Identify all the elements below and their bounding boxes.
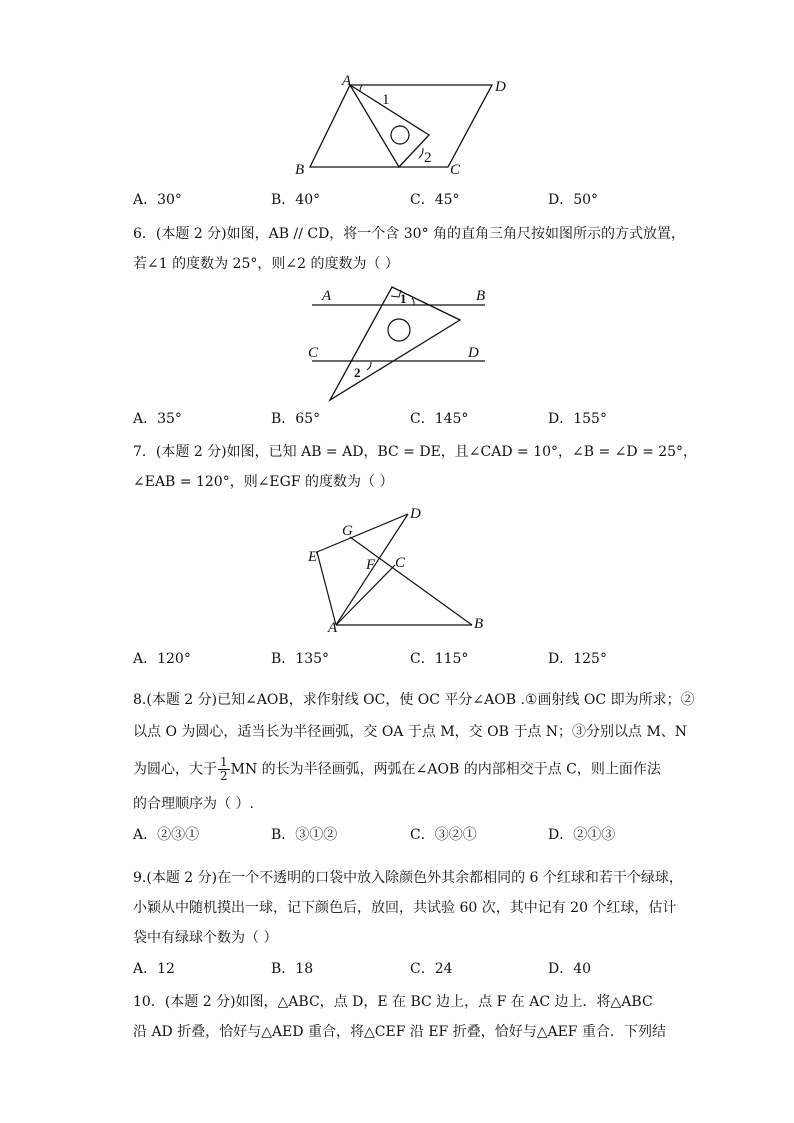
q7-option-a[interactable]: A．120° (133, 651, 191, 667)
q7-option-b[interactable]: B．135° (271, 651, 330, 667)
q7-stem-line1: 7．(本题 2 分)如图，已知 AB = AD，BC = DE，且∠CAD = 10°，∠B = ∠D = 25°， (133, 444, 698, 460)
q7-label-e: E (308, 549, 318, 565)
q6-label-a: A (322, 288, 332, 304)
q10-stem-line2: 沿 AD 折叠，恰好与△AED 重合，将△CEF 沿 EF 折叠，恰好与△AEF 重合．下列结 (133, 1024, 666, 1040)
q6-options (133, 409, 673, 429)
q5-option-c[interactable]: C．45° (410, 192, 460, 208)
q5-option-d[interactable]: D．50° (548, 192, 599, 208)
q7-option-d[interactable]: D．125° (548, 651, 607, 667)
q8-options (133, 825, 673, 845)
q5-angle-2: 2 (424, 150, 432, 166)
q5-label-c: C (450, 162, 461, 178)
q8-stem-line3-post: MN 的长为半径画弧，两弧在∠AOB 的内部相交于点 C，则上面作法 (230, 761, 661, 778)
q5-label-d: D (495, 79, 506, 95)
q9-stem-line1: 9.(本题 2 分)在一个不透明的口袋中放入除颜色外其余都相同的 6 个红球和若干个绿球， (133, 870, 683, 886)
q7-label-f: F (366, 557, 376, 573)
q6-option-a[interactable]: A．35° (133, 411, 182, 427)
q5-label-b: B (295, 162, 305, 178)
q7-stem-line2: ∠EAB = 120°，则∠EGF 的度数为（ ） (133, 474, 394, 490)
q7-label-c: C (395, 555, 406, 571)
q9-options (133, 959, 673, 979)
q10-stem-line1: 10．(本题 2 分)如图，△ABC，点 D，E 在 BC 边上，点 F 在 AC 边上．将△ABC (133, 994, 653, 1010)
q7-options (133, 649, 673, 669)
q9-option-c[interactable]: C．24 (410, 961, 453, 977)
q5-options (133, 190, 673, 210)
q7-label-b: B (474, 616, 484, 632)
q8-option-b[interactable]: B．③①② (271, 827, 338, 843)
q7-option-c[interactable]: C．115° (410, 651, 469, 667)
q9-option-b[interactable]: B．18 (271, 961, 314, 977)
q8-stem-line2: 以点 O 为圆心，适当长为半径画弧，交 OA 于点 M，交 OB 于点 N；③分别以点 M、N (133, 724, 688, 740)
q7-label-d: D (410, 506, 421, 522)
q8-stem-line3 (133, 756, 673, 783)
q8-option-d[interactable]: D．②①③ (548, 827, 616, 843)
q8-stem-line1: 8.(本题 2 分)已知∠AOB，求作射线 OC，使 OC 平分∠AOB .①画射线 OC 即为所求；② (133, 692, 695, 708)
q6-option-c[interactable]: C．145° (410, 411, 469, 427)
q6-option-b[interactable]: B．65° (271, 411, 321, 427)
q5-option-b[interactable]: B．40° (271, 192, 321, 208)
q6-label-b: B (476, 288, 486, 304)
q8-option-c[interactable]: C．③②① (410, 827, 477, 843)
q5-figure (290, 70, 520, 180)
q9-option-a[interactable]: A．12 (133, 961, 175, 977)
q6-stem-line1: 6．(本题 2 分)如图，AB // CD，将一个含 30° 角的直角三角尺按如图所示的方式放置， (133, 226, 686, 242)
fraction-numerator: 1 (220, 755, 228, 769)
q9-stem-line2: 小颖从中随机摸出一球，记下颜色后，放回，共试验 60 次，其中记有 20 个红球，估计 (133, 900, 677, 916)
q6-label-d: D (468, 345, 479, 361)
fraction-denominator: 2 (220, 769, 228, 783)
q8-stem-line3-pre: 为圆心，大于 (133, 761, 217, 778)
q6-label-c: C (308, 345, 319, 361)
q9-stem-line3: 袋中有绿球个数为（ ） (133, 930, 278, 946)
q6-angle-1: 1 (400, 291, 407, 306)
q7-label-g: G (342, 523, 353, 539)
q7-label-a: A (328, 620, 338, 635)
q5-angle-1: 1 (382, 92, 390, 108)
q8-stem-line4: 的合理顺序为（ ）. (133, 796, 254, 812)
q6-stem-line2: 若∠1 的度数为 25°，则∠2 的度数为（ ） (133, 256, 399, 272)
q9-option-d[interactable]: D．40 (548, 961, 592, 977)
fraction-one-half (218, 756, 230, 783)
q7-figure (300, 500, 500, 635)
q5-label-a: A (342, 73, 352, 89)
q5-option-a[interactable]: A．30° (133, 192, 182, 208)
q6-angle-2: 2 (354, 365, 361, 380)
q6-figure (300, 282, 500, 407)
q6-option-d[interactable]: D．155° (548, 411, 607, 427)
q8-option-a[interactable]: A．②③① (133, 827, 200, 843)
